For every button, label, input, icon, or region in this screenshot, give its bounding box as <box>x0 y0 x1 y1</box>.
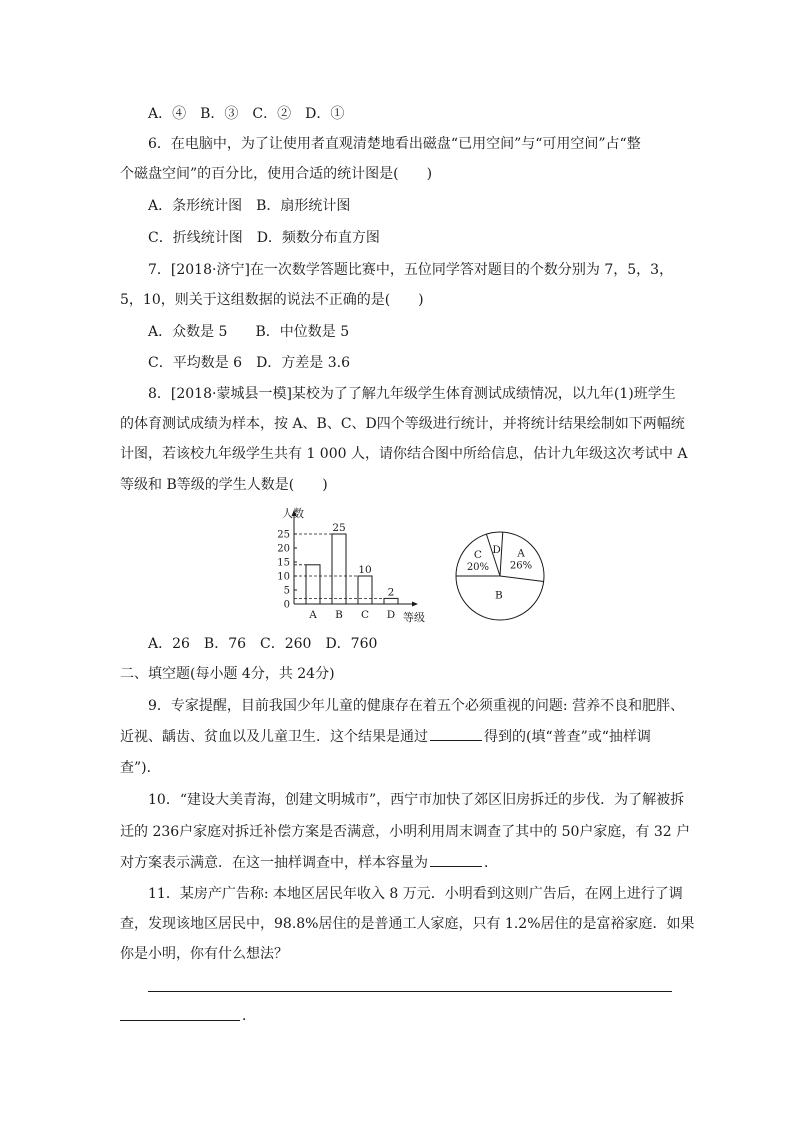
q7-line2: 5，10，则关于这组数据的说法不正确的是( ) <box>120 292 424 308</box>
y-tick-label: 0 <box>283 599 290 611</box>
x-axis-label: 等级 <box>403 611 425 624</box>
y-axis-label: 人数 <box>282 507 304 520</box>
y-tick-label: 5 <box>283 585 290 597</box>
q6-options-cd: C．折线统计图 D．频数分布直方图 <box>148 230 380 246</box>
q7-options-ab: A．众数是 5 B．中位数是 5 <box>148 324 350 340</box>
bar <box>332 534 346 604</box>
q8-options: A．26 B．76 C．260 D．760 <box>148 636 378 652</box>
bar <box>306 565 320 604</box>
section-heading: 二、填空题(每小题 4分，共 24分) <box>120 666 335 682</box>
q7-line1: 7．[2018·济宁]在一次数学答题比赛中，五位同学答对题目的个数分别为 7，5，3， <box>148 262 674 278</box>
x-tick-label: C <box>360 609 370 621</box>
bar <box>384 598 398 604</box>
q8-line2: 的体育测试成绩为样本，按 A、B、C、D四个等级进行统计，并将统计结果绘制如下两幅统 <box>120 416 685 432</box>
q10-line1: 10．“建设大美青海，创建文明城市”，西宁市加快了郊区旧房拆迁的步伐．为了解被拆 <box>148 792 685 808</box>
pie-slice-label: A <box>517 547 525 560</box>
q10-line3-text-b: ． <box>484 855 498 871</box>
y-tick-label: 20 <box>277 543 290 555</box>
q11-line2: 查，发现该地区居民中，98.8%居住的是普通工人家庭，只有 1.2%居住的是富裕家庭．如果 <box>120 916 695 932</box>
q9-line2 <box>120 726 651 747</box>
q11-end-mark: ． <box>242 1008 256 1024</box>
q6-line1: 6．在电脑中，为了让使用者直观清楚地看出磁盘“已用空间”与“可用空间”占“整 <box>148 136 641 152</box>
q6-line2: 个磁盘空间”的百分比，使用合适的统计图是( ) <box>120 166 433 182</box>
x-tick-label: D <box>386 609 396 621</box>
q11-answer-line-1[interactable] <box>148 991 672 992</box>
pie-slice-percent: 20% <box>466 561 490 573</box>
bar-data-label: 25 <box>332 522 346 534</box>
y-tick-label: 15 <box>277 557 290 569</box>
y-tick-label: 25 <box>277 529 290 541</box>
q9-line3: 查”)． <box>120 760 161 776</box>
q9-line2-text-b: 得到的(填“普查”或“抽样调 <box>484 729 651 745</box>
q9-line1: 9．专家提醒，目前我国少年儿童的健康存在着五个必须重视的问题: 营养不良和肥胖、 <box>148 698 685 714</box>
q8-line3: 计图，若该校九年级学生共有 1 000 人，请你结合图中所给信息，估计九年级这次考试中 A <box>120 446 688 462</box>
q10-answer-blank[interactable] <box>430 852 482 867</box>
q5-options: A．④ B．③ C．② D．① <box>148 106 345 122</box>
q10-line3-text-a: 对方案表示满意．在这一抽样调查中，样本容量为 <box>120 855 428 871</box>
q7-options-cd: C．平均数是 6 D．方差是 3.6 <box>148 355 351 371</box>
pie-slice-percent: 26% <box>509 560 533 572</box>
q8-line4: 等级和 B等级的学生人数是( ) <box>120 477 328 493</box>
bar <box>358 576 372 604</box>
pie-slice-label: D <box>492 543 501 556</box>
x-tick-label: A <box>309 609 317 621</box>
x-tick-label: B <box>335 609 343 621</box>
x-axis-arrow <box>412 602 418 607</box>
y-tick-label: 10 <box>277 571 290 583</box>
q6-options-ab: A．条形统计图 B．扇形统计图 <box>148 198 351 214</box>
bar-chart <box>272 502 444 628</box>
bar-data-label: 10 <box>358 564 372 576</box>
bar-data-label: 2 <box>387 586 395 599</box>
pie-slice-label: C <box>473 548 482 561</box>
q11-line3: 你是小明，你有什么想法？ <box>120 946 288 962</box>
q11-answer-line-2[interactable] <box>120 1020 240 1021</box>
q9-answer-blank[interactable] <box>430 726 482 741</box>
q8-line1: 8．[2018·蒙城县一模]某校为了了解九年级学生体育测试成绩情况，以九年(1)班学生 <box>148 386 676 402</box>
q10-line3 <box>120 852 498 873</box>
q11-line1: 11．某房产广告称: 本地区居民年收入 8 万元．小明看到这则广告后，在网上进行了调 <box>148 886 683 902</box>
q10-line2: 迁的 236户家庭对拆迁补偿方案是否满意，小明利用周末调查了其中的 50户家庭，有 32 户 <box>120 824 691 840</box>
pie-chart <box>452 528 548 624</box>
q9-line2-text-a: 近视、龋齿、贫血以及儿童卫生．这个结果是通过 <box>120 729 428 745</box>
pie-slice-label: B <box>494 589 503 602</box>
